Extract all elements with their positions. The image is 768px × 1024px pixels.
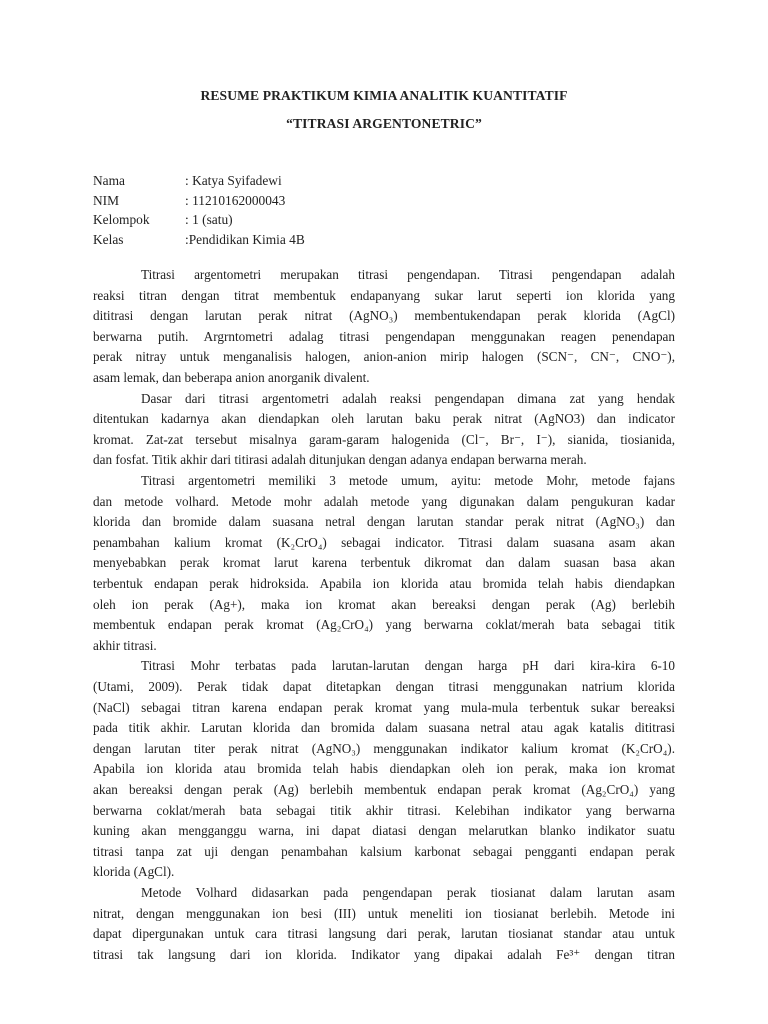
identity-label-kelas: Kelas	[93, 232, 124, 247]
body-line: dan metode volhard. Metode mohr adalah metode yang digunakan dalam pengukuran kadar	[93, 493, 675, 509]
body-line: Metode Volhard didasarkan pada pengendapan perak tiosianat dalam larutan asam	[141, 885, 675, 900]
body-line: titrasi tak langsung dari ion klorida. Indikator yang dipakai adalah Fe³⁺ dengan titran	[93, 946, 675, 962]
body-line: nitrat, dengan menggunakan ion besi (III) untuk meneliti ion tiosianat berlebih. Metode ini	[93, 905, 675, 921]
identity-value-kelompok: : 1 (satu)	[185, 212, 233, 227]
document-subtitle: “TITRASI ARGENTONETRIC”	[286, 116, 482, 131]
body-line: menyebabkan perak kromat larut karena terbentuk dikromat dan dalam suasan basa akan	[93, 555, 675, 571]
body-line: terbentuk endapan perak hidroksida. Apabila ion klorida atau bromida telah habis diendapkan	[93, 576, 675, 591]
body-line: penambahan kalium kromat (K₂CrO₄) sebagai indicator. Titrasi dalam suasana asam akan	[93, 534, 675, 550]
body-line: berwarna coklat/merah bata sebagai titik akhir titrasi. Kelebihan indikator yang berwarna	[93, 802, 675, 818]
identity-value-kelas: :Pendidikan Kimia 4B	[185, 232, 305, 247]
body-line: perak nitray untuk menganalisis halogen, anion-anion mirip halogen (SCN⁻, CN⁻, CNO⁻),	[93, 349, 675, 365]
body-line: akan bereaksi dengan perak (Ag) berlebih membentuk endapan perak kromat (Ag₂CrO₄) yang	[93, 782, 675, 797]
body-line: Dasar dari titrasi argentometri adalah reaksi pengendapan dimana zat yang hendak	[141, 390, 675, 406]
body-line: kuning akan mengganggu warna, ini dapat diatasi dengan melarutkan blanko indikator suatu	[93, 823, 675, 839]
identity-value-nim: : 11210162000043	[185, 193, 286, 208]
document-title: RESUME PRAKTIKUM KIMIA ANALITIK KUANTITATIF	[200, 88, 568, 103]
identity-value-nama: : Katya Syifadewi	[185, 173, 282, 188]
body-line: (Utami, 2009). Perak tidak dapat ditetapkan dengan titrasi menggunakan natrium klorida	[93, 679, 675, 694]
body-line: oleh ion perak (Ag+), maka ion kromat akan bereaksi dengan perak (Ag) berlebih	[93, 596, 675, 612]
identity-label-nim: NIM	[93, 193, 120, 208]
body-line: dengan larutan titer perak nitrat (AgNO₃) menggunakan indikator kalium kromat (K₂CrO₄).	[93, 740, 675, 756]
body-line: asam lemak, dan beberapa anion anorganik divalent.	[93, 370, 370, 385]
body-line: akhir titrasi.	[93, 637, 157, 653]
body-line: Titrasi argentometri memiliki 3 metode umum, ayitu: metode Mohr, metode fajans	[141, 473, 675, 488]
body-line: berwarna putih. Argrntometri adalag titrasi pengendapan menggunakan reagen penendapan	[93, 328, 675, 344]
body-line: ditentukan kadarnya akan diendapkan oleh larutan baku perak nitrat (AgNO3) dan indicator	[93, 411, 675, 427]
body-line: Apabila ion klorida atau bromida telah habis diendapkan oleh ion perak, maka ion kromat	[93, 761, 675, 777]
body-line: (NaCl) sebagai titran karena endapan perak kromat yang mula-mula terbentuk sukar bereaksi	[93, 699, 675, 715]
body-line: Titrasi Mohr terbatas pada larutan-larutan dengan harga pH dari kira-kira 6-10	[141, 658, 675, 674]
identity-label-kelompok: Kelompok	[93, 212, 150, 227]
body-line: pada titik akhir. Larutan klorida dan bromida dalam suasana netral atau agak katalis dititrasi	[93, 720, 675, 736]
body-line: dititrasi dengan larutan perak nitrat (AgNO₃) membentukendapan perak klorida (AgCl)	[93, 308, 675, 324]
body-line: kromat. Zat-zat tersebut misalnya garam-garam halogenida (Cl⁻, Br⁻, I⁻), sianida, tiosianida,	[93, 431, 675, 447]
body-line: Titrasi argentometri merupakan titrasi pengendapan. Titrasi pengendapan adalah	[141, 267, 675, 282]
identity-label-nama: Nama	[93, 173, 125, 188]
body-line: klorida dan bromide dalam suasana netral dengan larutan standar perak nitrat (AgNO₃) dan	[93, 514, 675, 530]
body-line: titrasi tanpa zat uji dengan penambahan kalsium karbonat sebagai pengganti endapan perak	[93, 843, 675, 859]
body-line: reaksi titran dengan titrat membentuk endapanyang sukar larut seperti ion klorida yang	[93, 287, 675, 303]
body-line: membentuk endapan perak kromat (Ag₂CrO₄) yang berwarna coklat/merah bata sebagai titik	[93, 617, 675, 633]
body-line: klorida (AgCl).	[93, 864, 175, 880]
body-line: dan fosfat. Titik akhir dari titirasi adalah ditunjukan dengan adanya endapan berwarna merah.	[93, 452, 587, 468]
body-line: dapat dipergunakan untuk cara titrasi langsung dari perak, larutan tiosianat standar atau untuk	[93, 926, 675, 942]
